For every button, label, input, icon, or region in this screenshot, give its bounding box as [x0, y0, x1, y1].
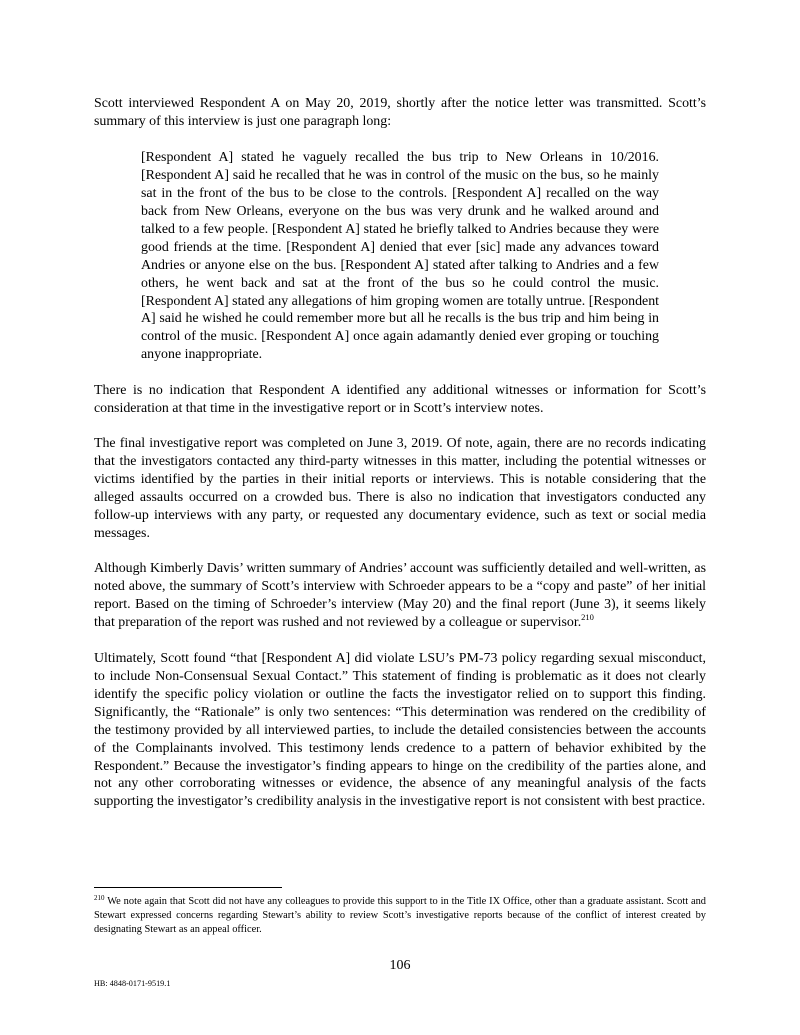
interview-summary-blockquote [141, 149, 659, 364]
footnote-210 [94, 895, 706, 937]
copy-paste-text: Although Kimberly Davis’ written summary of Andries’ account was sufficiently detailed and well-written, as noted above, the summary of Scott’s interview with Schroeder appears to be a “copy and paste” of her initial report. Based on the timing of Schroeder’s interview (May 20) and the final report (June 3), it seems likely that preparation of the report was rushed and not reviewed by a colleague or supervisor. [94, 561, 706, 631]
footnote-separator [94, 887, 282, 888]
page-number: 106 [389, 958, 411, 973]
footnote-reference[interactable]: 210 [581, 612, 594, 623]
footnote-text: We note again that Scott did not have any colleagues to provide this support to in the Title IX Office, other than a graduate assistant. Scott and Stewart expressed concerns regarding Stewart’s ability to review Scott’s investigative reports because of the conflict of interest created by designating Stewart as an appeal officer. [94, 896, 706, 935]
document-id: HB: 4848-0171-9519.1 [94, 979, 171, 988]
no-additional-witnesses-paragraph: There is no indication that Respondent A identified any additional witnesses or information for Scott’s consideration at that time in the investigative report or in Scott’s interview notes. [94, 382, 706, 416]
footnote-number: 210 [94, 894, 105, 902]
blockquote-text: [Respondent A] stated he vaguely recalled the bus trip to New Orleans in 10/2016. [Respondent A] said he recalled that he was in control of the music on the bus, so he mainly sat in the front of the bus to be close to the controls. [Respondent A] recalled on the way back from New Orleans, everyone on the bus was very drunk and he walked around and talked to a few people. [Respondent A] stated he briefly talked to Andries because they were good friends at the time. [Respondent A] denied that ever [sic] made any advances toward Andries or anyone else on the bus. [Respondent A] stated after talking to Andries and a few others, he went back and sat at the front of the bus so he could control the music. [Respondent A] stated any allegations of him groping women are totally untrue. [Respondent A] said he wished he could remember more but all he recalls is the bus trip and him being in control of the music. [Respondent A] once again adamantly denied ever groping or touching anyone inappropriate. [141, 149, 659, 363]
page-body [94, 95, 706, 829]
intro-paragraph: Scott interviewed Respondent A on May 20, 2019, shortly after the notice letter was transmitted. Scott’s summary of this interview is just one paragraph long: [94, 96, 706, 129]
copy-paste-paragraph [94, 560, 706, 632]
final-report-paragraph: The final investigative report was completed on June 3, 2019. Of note, again, there are no records indicating that the investigators contacted any third-party witnesses in this matter, including the potential witnesses or victims identified by the parties in their initial reports or interviews. This is notable considering that the alleged assaults occurred on a crowded bus. There is also no indication that investigators conducted any follow-up interviews with any party, or requested any documentary evidence, such as text or social media messages. [94, 436, 706, 542]
finding-paragraph: Ultimately, Scott found “that [Respondent A] did violate LSU’s PM-73 policy regarding sexual misconduct, to include Non-Consensual Sexual Contact.” This statement of finding is problematic as it does not clearly identify the specific policy violation or outline the facts the investigator relied on to support this finding. Significantly, the “Rationale” is only two sentences: “This determination was rendered on the credibility of the testimony provided by all interviewed parties, to include the detailed consistencies between the accounts of the Complainants involved. This testimony lends credence to a pattern of behavior exhibited by the Respondent.” Because the investigator’s finding appears to hinge on the credibility of the parties alone, and not any other corroborating witnesses or evidence, the absence of any meaningful analysis of the facts supporting the investigator’s credibility analysis in the investigative report is not consistent with best practice. [94, 650, 706, 810]
